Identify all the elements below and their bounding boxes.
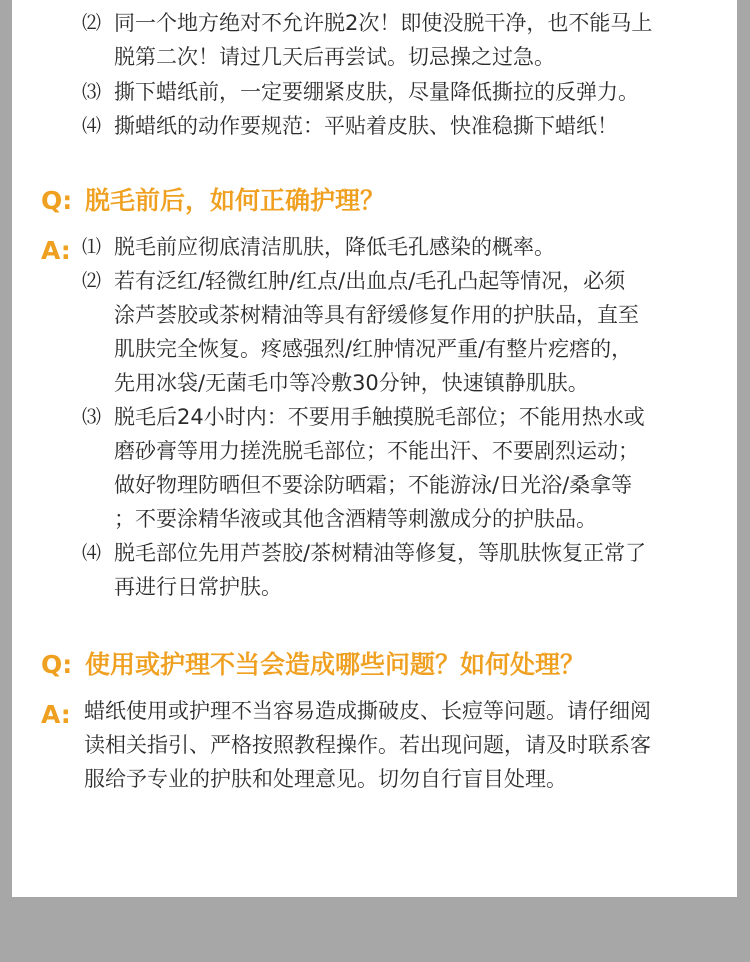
item-text: 脱第二次！请过几天后再尝试。切忌操之过急。 <box>114 45 555 69</box>
item-text: 做好物理防晒但不要涂防晒霜；不能游泳/日光浴/桑拿等 <box>114 473 633 497</box>
q-label: Q: <box>41 186 73 215</box>
paragraph-line: 服给予专业的护肤和处理意见。切勿自行盲目处理。 <box>84 767 567 791</box>
item-text: 同一个地方绝对不允许脱2次！即使没脱干净，也不能马上 <box>114 11 653 35</box>
item-text: 撕下蜡纸前，一定要绷紧皮肤，尽量降低撕拉的反弹力。 <box>114 80 639 104</box>
paragraph-line: 读相关指引、严格按照教程操作。若出现问题，请及时联系客 <box>84 733 651 757</box>
item-text: 脱毛部位先用芦荟胶/茶树精油等修复，等肌肤恢复正常了 <box>114 541 647 565</box>
a-label: A: <box>41 236 71 265</box>
list-item <box>82 75 722 109</box>
item-text: 再进行日常护肤。 <box>114 575 282 599</box>
item-text: 肌肤完全恢复。疼感强烈/红肿情况严重/有整片疙瘩的， <box>114 337 633 361</box>
item-number: ⑷ <box>82 115 102 137</box>
q-label: Q: <box>41 650 73 679</box>
item-text: 先用冰袋/无菌毛巾等冷敷30分钟，快速镇静肌肤。 <box>114 371 589 395</box>
item-text: 若有泛红/轻微红肿/红点/出血点/毛孔凸起等情况，必须 <box>114 269 626 293</box>
item-number: ⑵ <box>82 270 102 292</box>
list-item <box>82 230 722 264</box>
item-number: ⑴ <box>82 236 102 258</box>
item-text: 脱毛前应彻底清洁肌肤，降低毛孔感染的概率。 <box>114 235 555 259</box>
item-text: 撕蜡纸的动作要规范：平贴着皮肤、快准稳撕下蜡纸！ <box>114 114 618 138</box>
item-number: ⑶ <box>82 406 102 428</box>
question-text: 脱毛前后，如何正确护理？ <box>85 186 386 215</box>
item-number: ⑶ <box>82 81 102 103</box>
list-item <box>82 400 722 536</box>
list-item <box>82 6 722 74</box>
list-item <box>82 264 722 400</box>
item-text: 脱毛后24小时内：不要用手触摸脱毛部位；不能用热水或 <box>114 405 645 429</box>
question-heading <box>41 648 585 682</box>
item-text: 涂芦荟胶或茶树精油等具有舒缓修复作用的护肤品，直至 <box>114 303 639 327</box>
list-item <box>82 109 722 143</box>
question-heading <box>41 184 385 218</box>
item-number: ⑷ <box>82 542 102 564</box>
answer-paragraph <box>84 694 724 796</box>
item-number: ⑵ <box>82 12 102 34</box>
content-card <box>12 0 737 897</box>
question-text: 使用或护理不当会造成哪些问题？如何处理？ <box>85 650 586 679</box>
item-text: ；不要涂精华液或其他含酒精等刺激成分的护肤品。 <box>114 507 597 531</box>
paragraph-line: 蜡纸使用或护理不当容易造成撕破皮、长痘等问题。请仔细阅 <box>84 699 651 723</box>
item-text: 磨砂膏等用力搓洗脱毛部位；不能出汗、不要剧烈运动； <box>114 439 639 463</box>
list-item <box>82 536 722 604</box>
a-label: A: <box>41 700 71 729</box>
